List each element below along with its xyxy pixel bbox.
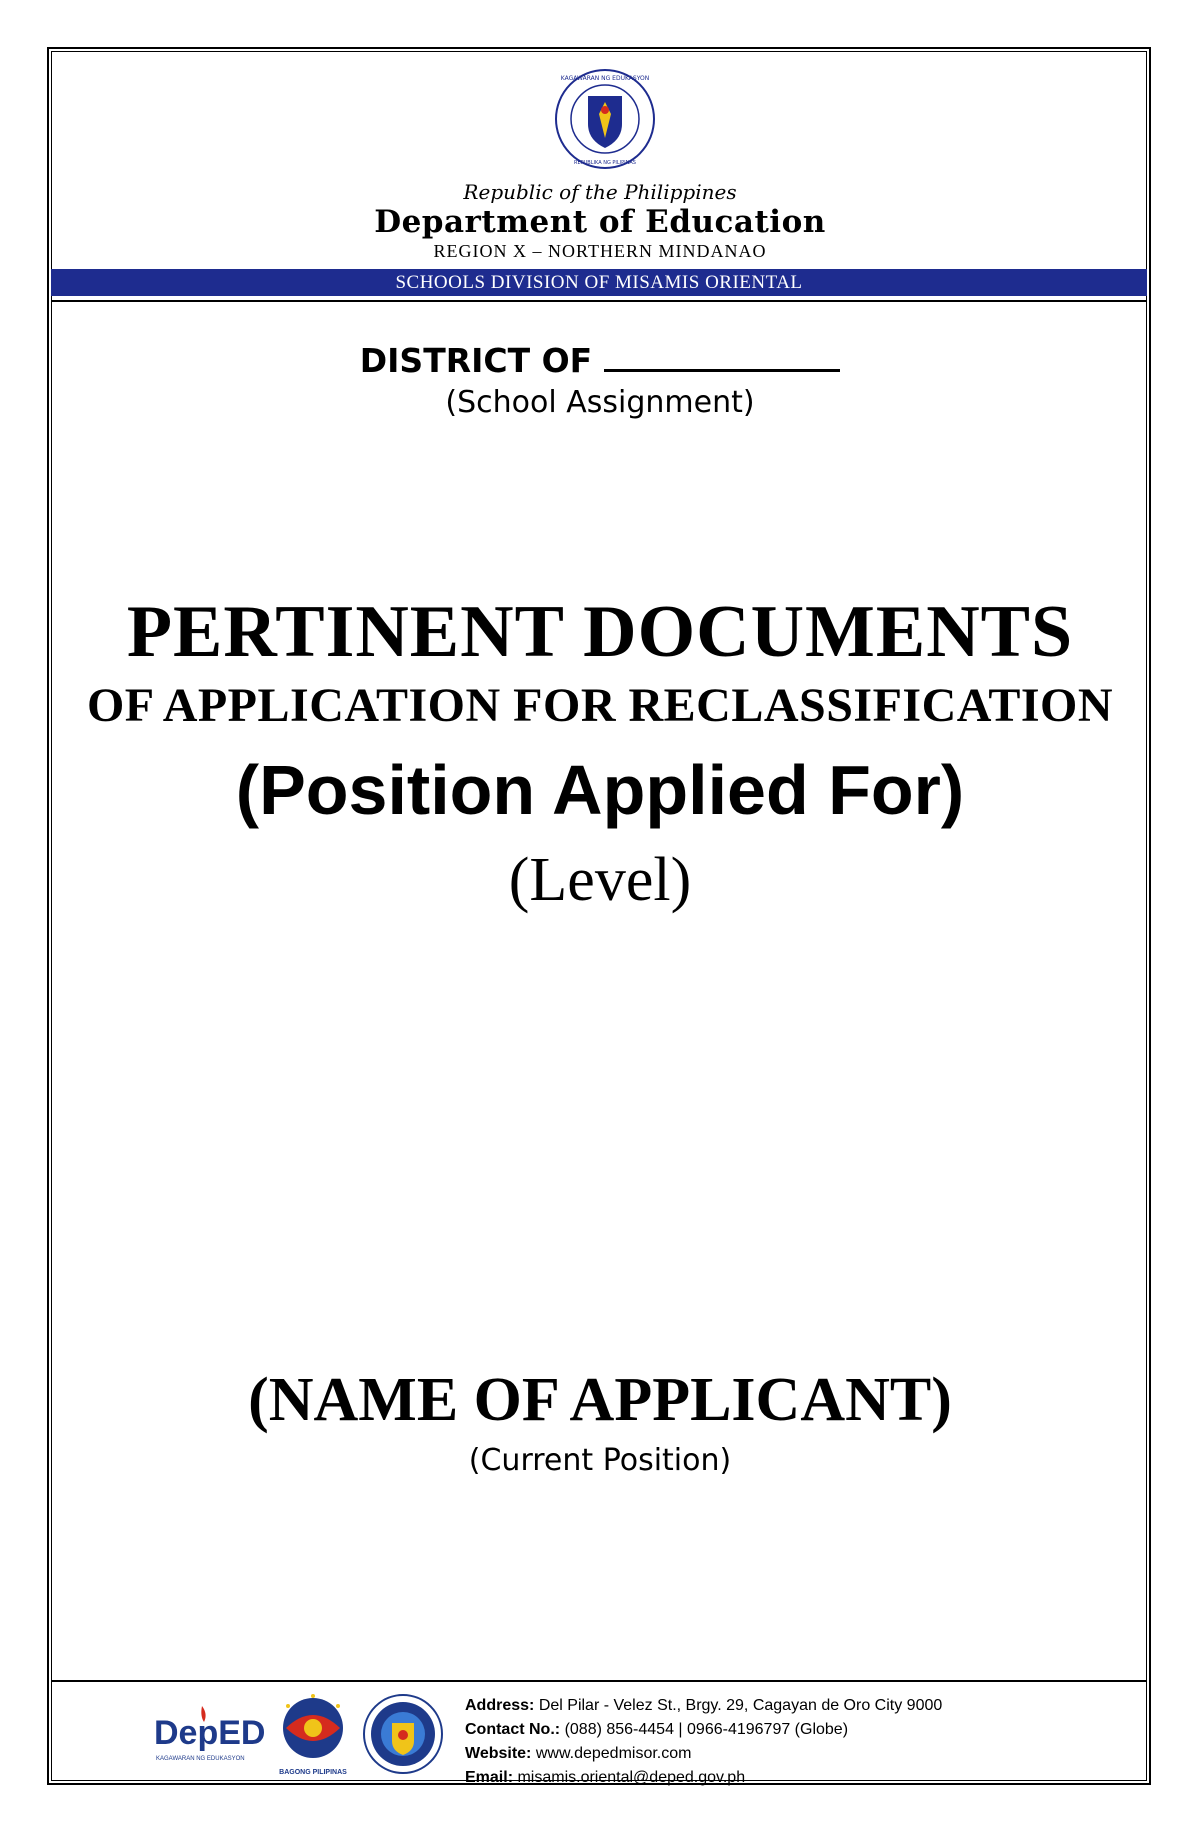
district-blank-field bbox=[604, 341, 840, 372]
school-assignment-text: (School Assignment) bbox=[445, 385, 755, 420]
website-label: Website: bbox=[465, 1745, 532, 1762]
seal-bottom-text: REPUBLIKA NG PILIPINAS bbox=[574, 160, 636, 166]
bagong-pilipinas-logo-icon bbox=[276, 1692, 350, 1780]
deped-logo-icon bbox=[150, 1700, 268, 1770]
district-line bbox=[0, 341, 1200, 380]
deped-logo-text: DepED bbox=[154, 1714, 266, 1752]
region-line: REGION X – NORTHERN MINDANAO bbox=[433, 241, 767, 261]
email-label: Email: bbox=[465, 1769, 514, 1786]
level-text: (Level) bbox=[508, 846, 692, 914]
page-border-inner bbox=[51, 51, 1147, 1781]
website-row bbox=[465, 1742, 942, 1766]
footer-divider bbox=[51, 1680, 1147, 1682]
header-divider bbox=[51, 300, 1147, 302]
division-seal-icon bbox=[362, 1693, 444, 1775]
contact-block bbox=[465, 1694, 942, 1790]
current-position-text: (Current Position) bbox=[468, 1443, 732, 1478]
applicant-name: (NAME OF APPLICANT) bbox=[248, 1366, 952, 1434]
email-link[interactable]: misamis.oriental@deped.gov.ph bbox=[517, 1769, 746, 1786]
website-link[interactable]: www.depedmisor.com bbox=[535, 1745, 692, 1762]
bagong-pilipinas-text: BAGONG PILIPINAS bbox=[279, 1769, 347, 1776]
seal-top-text: KAGAWARAN NG EDUKASYON bbox=[560, 75, 650, 82]
contact-row bbox=[465, 1718, 942, 1742]
document-title: PERTINENT DOCUMENTS bbox=[126, 591, 1074, 673]
email-row bbox=[465, 1766, 942, 1790]
contact-label: Contact No.: bbox=[465, 1721, 561, 1738]
deped-logo-tagline: KAGAWARAN NG EDUKASYON bbox=[156, 1756, 245, 1762]
department-name: Department of Education bbox=[374, 204, 826, 240]
position-applied-for: (Position Applied For) bbox=[235, 751, 965, 829]
republic-line: Republic of the Philippines bbox=[463, 180, 737, 204]
document-subtitle: OF APPLICATION FOR RECLASSIFICATION bbox=[86, 679, 1114, 732]
deped-seal-icon bbox=[554, 68, 656, 170]
address-row bbox=[465, 1694, 942, 1718]
district-label: DISTRICT OF bbox=[359, 341, 593, 380]
address-value: Del Pilar - Velez St., Brgy. 29, Cagayan de Oro City 9000 bbox=[538, 1697, 943, 1714]
contact-value: (088) 856-4454 | 0966-4196797 (Globe) bbox=[564, 1721, 849, 1738]
address-label: Address: bbox=[465, 1697, 535, 1714]
division-band: SCHOOLS DIVISION OF MISAMIS ORIENTAL bbox=[51, 269, 1147, 296]
